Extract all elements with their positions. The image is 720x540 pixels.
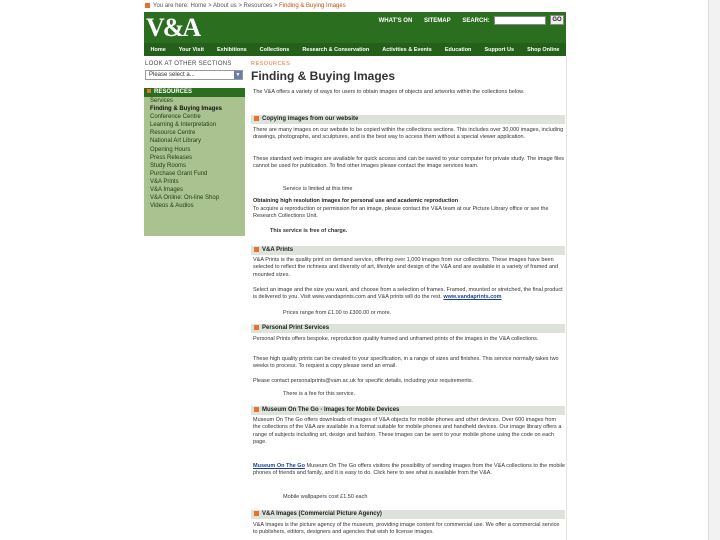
section-heading (251, 246, 565, 255)
nav-shop[interactable]: Shop Online (527, 46, 560, 53)
section-paragraph: V&A Images is the picture agency of the museum, providing image content for commercial use. We offer a commercial service to publishers, editors, designers and agencies that wish to license images. (253, 522, 560, 536)
section-paragraph: These standard web images are available for quick access and can be saved to your computer for private study. The image files cannot be used for publication. To find other images please contact the image services team. (253, 156, 565, 170)
section-paragraph: V&A Prints is the quality print on demand service, offering over 1,000 images from our collections. These images have been selected to reflect the richness and diversity of art, lifestyle and design of the V&A and are available in a variety of framed and mounted sizes. (253, 257, 559, 278)
section-paragraph: Personal Prints offers bespoke, reproduction quality framed and unframed prints of the images in the V&A collections. (253, 336, 539, 342)
bullet-icon (254, 511, 259, 516)
section-select[interactable] (145, 70, 243, 80)
sidebar-item-online-shop[interactable]: V&A Online: On-line Shop (150, 195, 220, 202)
breadcrumb-current: Finding & Buying Images (279, 3, 346, 9)
subheading-text: Obtaining high resolution images for personal use and academic reproduction (253, 198, 459, 204)
sitemap-link[interactable]: SITEMAP (423, 18, 451, 24)
section-note: There is a fee for this service. (283, 391, 356, 397)
section-select-label: LOOK AT OTHER SECTIONS (145, 61, 232, 67)
section-paragraph (253, 463, 565, 478)
search-input[interactable] (494, 16, 546, 25)
sidebar-item-art-library[interactable]: National Art Library (150, 138, 202, 145)
nav-education[interactable]: Education (444, 46, 472, 53)
main-nav (144, 43, 566, 56)
section-heading (251, 406, 565, 415)
bullet-icon (145, 3, 150, 8)
sidebar-item-va-prints[interactable]: V&A Prints (150, 178, 179, 185)
section-note: Prices range from £1.00 to £300.00 or more. (283, 310, 392, 316)
section-subheading (253, 198, 565, 205)
museum-on-the-go-link[interactable]: Museum On The Go (253, 463, 305, 469)
paragraph-text: Select an image and the size you want, and choose from a selection of frames. Framed, mounted or stretched, the final product is delivered to you. Visit www.vandaprints.com and V&A prints will do the rest. (253, 287, 563, 301)
section-paragraph: To acquire a reproduction or permission for an image, please contact the V&A team at our Picture Library office or see the Research Collections Unit. (253, 206, 549, 220)
section-heading (251, 510, 565, 519)
paragraph-text: Museum On The Go offers visitors the possibility of sending images from the V&A collections to the mobile phones of friends and family, and it is easy to do. Click here to see what is available from the V&A. (253, 463, 565, 477)
sidebar-item-press-releases[interactable]: Press Releases (150, 154, 193, 161)
section-paragraph: Museum On The Go offers downloads of images of V&A objects for mobile phones and other devices. Over 600 images from the collections of the V&A are available in a format suitable for mobile phones and handheld devices. Our image library offers a range of subjects including art, design and fashion. These images can be sent to your mobile phone using the code on each page. (253, 417, 562, 446)
section-heading (251, 115, 565, 124)
section-label: RESOURCES (251, 61, 291, 67)
section-paragraph (253, 287, 565, 302)
nav-research[interactable]: Research & Conservation (302, 46, 370, 53)
sidebar-item-study-rooms[interactable]: Study Rooms (150, 162, 187, 169)
section-select-value: Please select a... (149, 72, 195, 78)
page-title: Finding & Buying Images (251, 69, 396, 83)
bullet-icon (147, 89, 151, 93)
bullet-icon (254, 407, 259, 412)
chevron-down-icon[interactable]: ▼ (235, 72, 241, 78)
sidebar-item-purchase-grant[interactable]: Purchase Grant Fund (150, 170, 208, 177)
section-paragraph: Please contact personalprints@vam.ac.uk for specific details, including your requirements. (253, 378, 474, 384)
nav-activities[interactable]: Activities & Events (382, 46, 432, 53)
va-logo[interactable]: V&A (146, 13, 200, 42)
bullet-icon (254, 247, 259, 252)
nav-collections[interactable]: Collections (259, 46, 290, 53)
sidebar (144, 88, 245, 236)
top-links (379, 15, 564, 27)
nav-exhibitions[interactable]: Exhibitions (216, 46, 247, 53)
bullet-icon (254, 325, 259, 330)
search-go-button[interactable]: GO (550, 15, 564, 25)
section-heading-label: Copying images from our website (262, 116, 359, 122)
sidebar-item-va-images[interactable]: V&A Images (150, 187, 184, 194)
sidebar-item-opening-hours[interactable]: Opening Hours (150, 146, 191, 153)
bullet-icon (254, 116, 259, 121)
breadcrumb (145, 1, 565, 11)
vandaprints-link[interactable]: www.vandaprints.com (443, 294, 502, 301)
sidebar-item-services[interactable]: Services (150, 98, 174, 104)
section-heading-label: V&A Images (Commercial Picture Agency) (262, 511, 382, 517)
sidebar-item-resource-centre[interactable]: Resource Centre (150, 130, 196, 137)
section-heading (251, 324, 565, 333)
divider (566, 56, 567, 540)
whats-on-link[interactable]: WHAT'S ON (378, 18, 413, 24)
search-label: SEARCH: (462, 18, 490, 24)
section-heading-label: V&A Prints (262, 247, 294, 253)
sidebar-heading-label: RESOURCES (154, 89, 193, 95)
intro-text: The V&A offers a variety of ways for users to obtain images of objects and artworks within the collections below. (253, 89, 525, 95)
sidebar-item-conference-centre[interactable]: Conference Centre (150, 114, 201, 121)
site-header (144, 12, 566, 56)
section-paragraph: There are many images on our website to be copied within the collections sections. This includes over 30,000 images, including drawings, photographs, and sculptures, and is the best way to access them without a special viewer application. (253, 127, 564, 141)
section-heading-label: Personal Print Services (262, 325, 330, 331)
nav-your-visit[interactable]: Your Visit (178, 46, 204, 53)
section-heading-label: Museum On The Go - Images for Mobile Devices (262, 407, 400, 413)
section-paragraph: These high quality prints can be created to your specification, in a range of sizes and finishes. This service normally takes two weeks to process. To request a copy please send an email. (253, 356, 559, 370)
section-note: Service is limited at this time (283, 186, 353, 192)
sidebar-heading (144, 88, 245, 97)
breadcrumb-trail[interactable]: You are here: Home > About us > Resources > (153, 3, 280, 9)
nav-home[interactable]: Home (150, 46, 166, 53)
sidebar-item-videos[interactable]: Videos & Audios (150, 203, 194, 210)
section-note: This service is free of charge. (270, 228, 348, 234)
nav-support[interactable]: Support Us (484, 46, 515, 53)
sidebar-item-learning[interactable]: Learning & Interpretation (150, 122, 217, 129)
section-note: Mobile wallpapers cost £1.50 each (283, 494, 368, 500)
sidebar-item-finding-buying-images[interactable]: Finding & Buying Images (150, 106, 223, 113)
scrollbar[interactable] (708, 0, 720, 540)
